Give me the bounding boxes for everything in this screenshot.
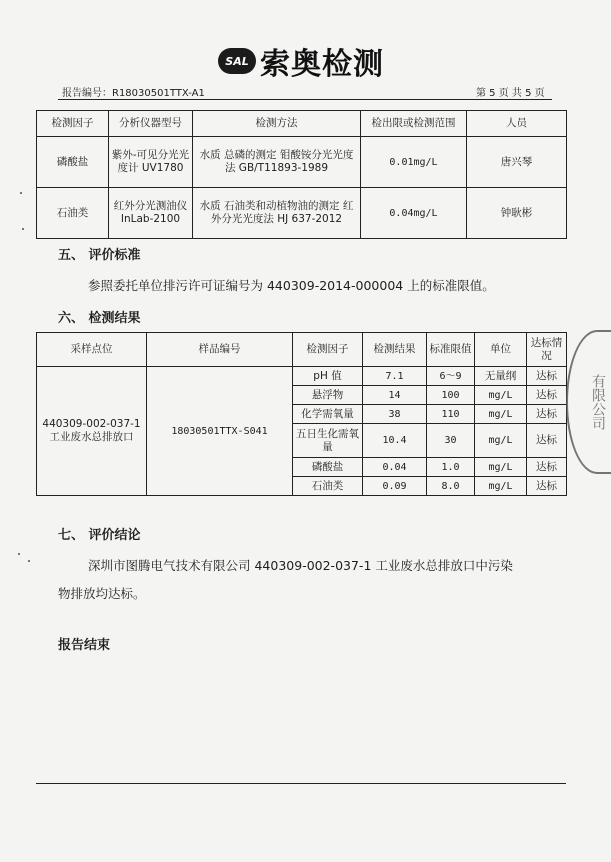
status-cell: 达标 [527,458,567,477]
factor-cell: 五日生化需氧量 [293,424,363,458]
scan-speck [22,228,24,230]
scan-speck [18,553,20,555]
limit-cell: 100 [427,386,475,405]
report-number: 报告编号：R18030501TTX-A1 [62,88,205,99]
instrument-cell: 紫外-可见分光光度计 UV1780 [109,137,193,188]
section-title-conclusion: 七、 评价结论 [58,528,141,543]
header-cell: 检出限或检测范围 [361,111,467,137]
header-cell: 检测结果 [363,333,427,367]
result-cell: 38 [363,405,427,424]
limit-cell: 8.0 [427,477,475,496]
status-cell: 达标 [527,386,567,405]
factor-cell: pH 值 [293,367,363,386]
result-cell: 0.09 [363,477,427,496]
factor-cell: 悬浮物 [293,386,363,405]
company-logo [218,44,384,82]
limit-cell: 1.0 [427,458,475,477]
method-cell: 水质 总磷的测定 钼酸铵分光光度法 GB/T11893-1989 [193,137,361,188]
site-cell: 440309-002-037-1 工业废水总排放口 [37,367,147,496]
header-cell: 单位 [475,333,527,367]
conclusion-line-2: 物排放均达标。 [58,586,146,601]
report-end: 报告结束 [58,638,111,653]
header-cell: 达标情况 [527,333,567,367]
limit-cell: 6～9 [427,367,475,386]
status-cell: 达标 [527,477,567,496]
footer-rule [36,783,566,784]
logo-text: 索奥检测 [260,47,384,82]
table-row [37,137,567,188]
scan-speck [20,192,22,194]
result-cell: 14 [363,386,427,405]
factor-cell: 石油类 [293,477,363,496]
limit-cell: 110 [427,405,475,424]
person-cell: 钟耿彬 [467,188,567,239]
table-row [37,367,567,386]
instrument-cell: 红外分光测油仪 InLab-2100 [109,188,193,239]
method-table [36,110,567,239]
section-title-standard: 五、 评价标准 [58,248,141,263]
header-cell: 人员 [467,111,567,137]
factor-cell: 化学需氧量 [293,405,363,424]
method-cell: 水质 石油类和动植物油的测定 红外分光光度法 HJ 637-2012 [193,188,361,239]
standard-text: 参照委托单位排污许可证编号为 440309-2014-000004 上的标准限值。 [88,278,495,293]
header-cell: 检测因子 [37,111,109,137]
unit-cell: mg/L [475,477,527,496]
results-table-header [37,333,567,367]
company-seal: 有限公司 [566,330,611,474]
status-cell: 达标 [527,424,567,458]
page-number: 第 5 页 共 5 页 [476,88,545,99]
sample-cell: 18030501TTX-S041 [147,367,293,496]
conclusion-line-1: 深圳市图腾电气技术有限公司 440309-002-037-1 工业废水总排放口中污染 [88,558,513,573]
result-cell: 7.1 [363,367,427,386]
header-cell: 检测因子 [293,333,363,367]
header-cell: 分析仪器型号 [109,111,193,137]
limit-cell: 0.04mg/L [361,188,467,239]
limit-cell: 0.01mg/L [361,137,467,188]
status-cell: 达标 [527,405,567,424]
unit-cell: mg/L [475,405,527,424]
header-cell: 样品编号 [147,333,293,367]
sal-badge: SAL [218,48,256,74]
header-rule [58,99,552,100]
table-row [37,188,567,239]
person-cell: 唐兴琴 [467,137,567,188]
section-title-results: 六、 检测结果 [58,311,141,326]
unit-cell: mg/L [475,386,527,405]
result-cell: 0.04 [363,458,427,477]
unit-cell: mg/L [475,424,527,458]
factor-cell: 磷酸盐 [293,458,363,477]
scan-speck [28,560,30,562]
header-cell: 采样点位 [37,333,147,367]
status-cell: 达标 [527,367,567,386]
factor-cell: 石油类 [37,188,109,239]
factor-cell: 磷酸盐 [37,137,109,188]
header-cell: 检测方法 [193,111,361,137]
results-table [36,332,567,496]
unit-cell: mg/L [475,458,527,477]
unit-cell: 无量纲 [475,367,527,386]
limit-cell: 30 [427,424,475,458]
header-cell: 标准限值 [427,333,475,367]
method-table-header [37,111,567,137]
result-cell: 10.4 [363,424,427,458]
